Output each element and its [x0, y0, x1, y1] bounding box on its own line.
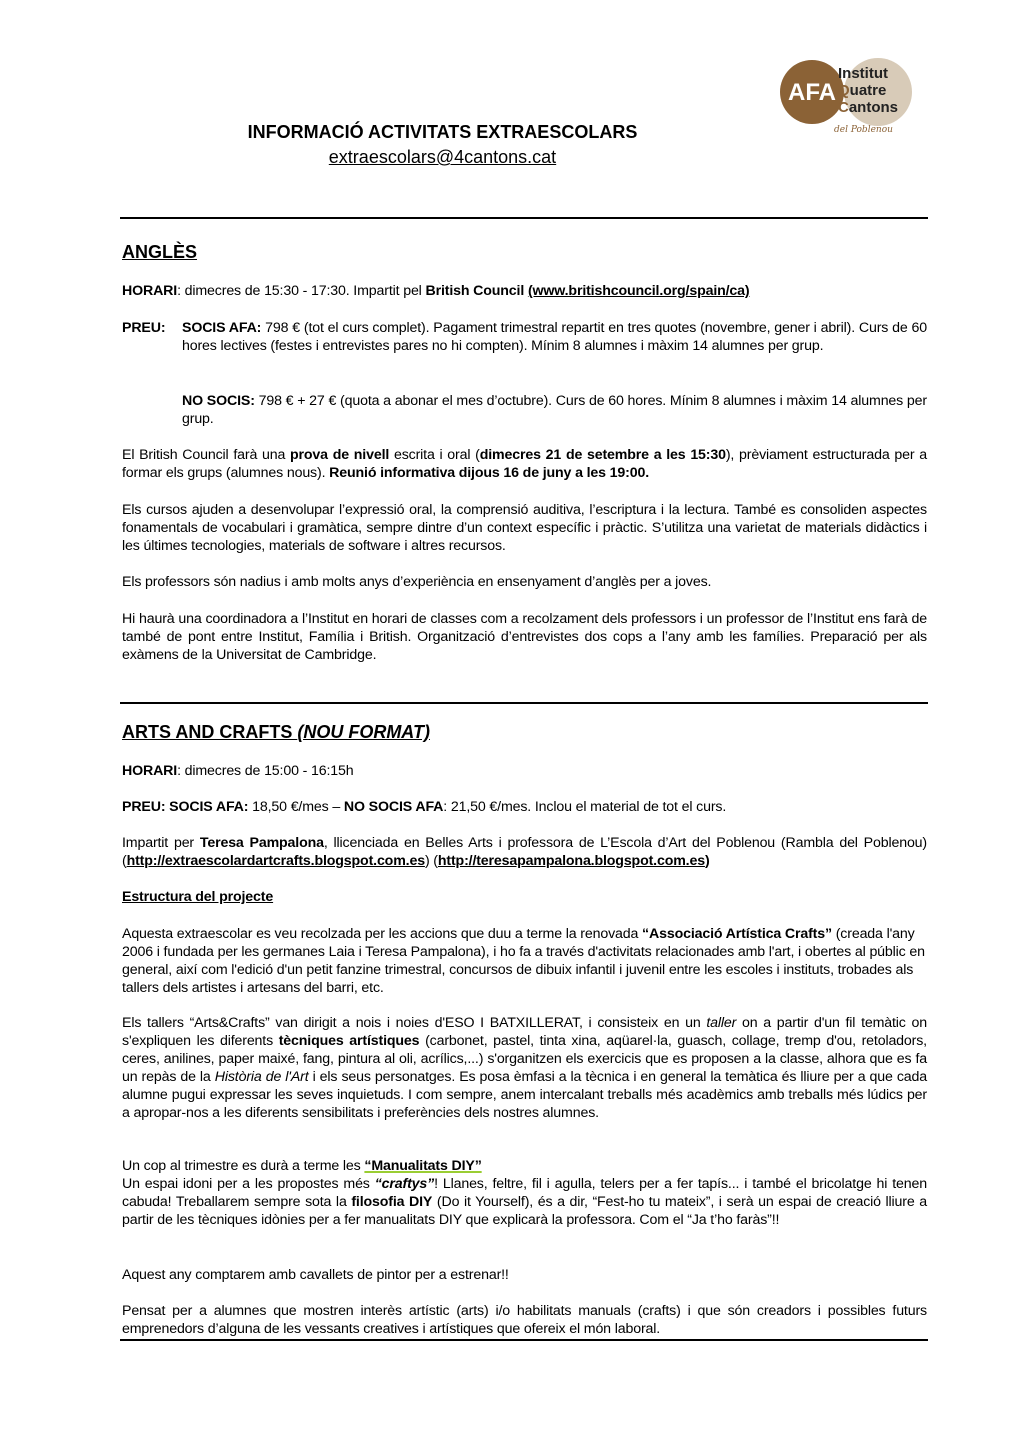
paragraph: [122, 610, 927, 664]
paragraph: [122, 1302, 927, 1338]
svg-text:AFA: AFA: [788, 79, 836, 106]
text-segment: (carbonet, pastel, tinta xina, aqüarel·la, guasch, collage, tremp d'ou, retoladors, ceres, anilines, paper maixé, fang, pintura al oli, acrílics,...) s'organitzen els exercicis que es proposen a la classe, alhora que es fa un repàs de la: [122, 1033, 927, 1085]
paragraph: [122, 834, 927, 870]
text-segment: Un espai idoni per a les propostes més: [122, 1176, 375, 1192]
paragraph: [182, 392, 927, 428]
text-segment: , llicenciada en Belles Arts i professora de L’Escola d’Art del Poblenou (Rambla del Poblenou): [323, 835, 927, 851]
page-title: INFORMACIÓ ACTIVITATS EXTRAESCOLARS: [247, 122, 638, 142]
link[interactable]: (www.britishcouncil.org/spain/ca): [527, 283, 750, 299]
paragraph: [122, 925, 927, 997]
text-segment: NO SOCIS:: [182, 393, 255, 409]
section-heading-angles: ANGLÈS: [122, 242, 198, 262]
text-segment: Teresa Pampalona: [199, 835, 324, 851]
email-link[interactable]: extraescolars@4cantons.cat: [328, 147, 557, 167]
text-segment: Història de l'Art: [214, 1069, 309, 1085]
text-segment: : dimecres de 15:00 - 16:15h: [177, 763, 354, 779]
text-segment: El British Council farà una: [122, 447, 291, 463]
text-segment: Estructura del projecte: [122, 889, 274, 905]
paragraph: [182, 319, 927, 355]
text-segment: Impartit per: [122, 835, 200, 851]
text-segment: Aquest any comptarem amb cavallets de pintor per a estrenar!!: [122, 1267, 509, 1283]
text-segment: 798 € + 27 € (quota a abonar el mes d’octubre). Curs de 60 hores. Mínim 8 alumnes i màxim 14 alumnes per grup.: [182, 393, 927, 427]
text-segment: filosofia DIY: [351, 1194, 433, 1210]
svg-text:del Poblenou: del Poblenou: [834, 125, 893, 135]
text-segment: escrita i oral (: [389, 447, 480, 463]
text-segment: (: [122, 853, 127, 869]
paragraph: [122, 1014, 927, 1122]
paragraph: [122, 282, 927, 300]
subheading: [122, 888, 927, 906]
preu-label-text: PREU:: [122, 320, 166, 336]
text-segment: Un cop al trimestre es durà a terme les: [122, 1158, 365, 1174]
text-segment: Pensat per a alumnes que mostren interès artístic (arts) i/o habilitats manuals (crafts) i que són creadors i possibles futurs emprenedors d’alguna de les vessants creatives i artístiques que ofereix el món laboral.: [122, 1303, 927, 1337]
text-segment: SOCIS AFA:: [182, 320, 262, 336]
divider: [120, 217, 928, 219]
divider: [120, 702, 928, 704]
paragraph: [122, 798, 927, 816]
paragraph: [122, 1157, 927, 1229]
text-segment: ) (: [424, 853, 438, 869]
heading-note: (NOU FORMAT): [297, 722, 430, 742]
text-segment: Reunió informativa dijous 16 de juny a les 19:00.: [329, 465, 650, 481]
text-segment: : 21,50 €/mes. Inclou el material de tot el curs.: [443, 799, 727, 815]
paragraph: [122, 1266, 927, 1284]
text-segment: ! Llanes, feltre, fil i agulla, telers per a fer tapís... i també el bricolatge hi tenen cabuda! Treballarem sempre sota la: [122, 1176, 927, 1210]
text-segment: ), prèviament estructurada per a formar els grups (alumnes nous).: [122, 447, 927, 481]
link[interactable]: http://extraescolardartcrafts.blogspot.com.es: [126, 853, 425, 869]
text-segment: “Manualitats DIY”: [364, 1158, 482, 1174]
text-segment: Els cursos ajuden a desenvolupar l’expressió oral, la comprensió auditiva, l’escriptura i la lectura. També es consoliden aspectes fonamentals de vocabulari i gramàtica, sempre dintre d’un context específic i pràctic. S’utilitza una varietat de materials didàctics i les últimes tecnologies, materials de software i altres recursos.: [122, 502, 927, 554]
text-segment: “Associació Artística Crafts”: [642, 926, 832, 942]
text-segment: Aquesta extraescolar es veu recolzada per les accions que duu a terme la renovada: [122, 926, 643, 942]
link[interactable]: http://teresapampalona.blogspot.com.es: [437, 853, 705, 869]
divider: [120, 1339, 928, 1341]
text-segment: taller: [706, 1015, 737, 1031]
paragraph: [122, 501, 927, 555]
paragraph: [122, 762, 927, 780]
svg-text:Quatre: Quatre: [838, 82, 887, 99]
text-segment: PREU: SOCIS AFA:: [122, 799, 249, 815]
text-segment: dimecres 21 de setembre a les 15:30: [479, 447, 726, 463]
text-segment: 798 € (tot el curs complet). Pagament trimestral repartit en tres quotes (novembre, gener i abril). Curs de 60 hores lectives (festes i entrevistes pares no hi compten). Mínim 8 alumnes i màxim 14 alumnes per grup.: [182, 320, 927, 354]
svg-text:Institut: Institut: [838, 65, 888, 82]
text-segment: HORARI: [122, 763, 178, 779]
heading-text: ARTS AND CRAFTS: [122, 722, 298, 742]
svg-text:Cantons: Cantons: [838, 99, 899, 116]
section-heading-arts: [122, 722, 430, 743]
text-segment: on a partir d'un fil temàtic on s'expliquen les diferents: [122, 1015, 927, 1049]
text-segment: British Council: [425, 283, 525, 299]
text-segment: “craftys”: [374, 1176, 435, 1192]
text-segment: prova de nivell: [290, 447, 390, 463]
text-segment: : dimecres de 15:30 - 17:30. Impartit pel: [177, 283, 426, 299]
text-segment: ): [704, 853, 710, 869]
text-segment: (creada l'any 2006 i fundada per les germanes Laia i Teresa Pampalona), i ho fa a través d'activitats relacionades amb l'art, i obertes al públic en general, així com l'edició d'un petit fanzine trimestral, concursos de dibuix infantil i juvenil entre les escoles i instituts, trobades als tallers dels artistes i artesans del barri, etc.: [122, 926, 925, 996]
text-segment: (Do it Yourself), és a dir, “Fest-ho tu mateix”, i serà un espai de creació lliure a partir de les tècniques idònies per a fer manualitats DIY que explicarà la professora. Com el “Ja t’ho faràs”!!: [122, 1194, 928, 1228]
text-segment: Hi haurà una coordinadora a l’Institut en horari de classes com a recolzament dels professors i un professor de l’Institut ens farà de també de pont entre Institut, Família i British. Organització d’entrevistes dos cops a l’any amb les famílies. Preparació per als exàmens de la Universitat de Cambridge.: [122, 611, 927, 663]
text-segment: i els seus personatges. Es posa èmfasi a la tècnica i en general la temàtica és lliure per a que cada alumne pugui expressar les seves inquietuds. I com sempre, anem intercalant treballs més acadèmics amb treballs més lúdics per a apropar-nos a les diferents sensibilitats i preferències dels nostres alumnes.: [122, 1069, 927, 1121]
preu-label: [122, 319, 182, 337]
text-segment: Els professors són nadius i amb molts anys d’experiència en ensenyament d’anglès per a joves.: [122, 574, 712, 590]
text-segment: NO SOCIS AFA: [343, 799, 444, 815]
text-segment: Els tallers “Arts&Crafts” van dirigit a nois i noies d'ESO I BATXILLERAT, i consisteix en un: [122, 1015, 707, 1031]
paragraph: [122, 573, 927, 591]
text-segment: 18,50 €/mes –: [248, 799, 344, 815]
paragraph: [122, 446, 927, 482]
text-segment: tècniques artístiques: [278, 1033, 420, 1049]
text-segment: HORARI: [122, 283, 178, 299]
